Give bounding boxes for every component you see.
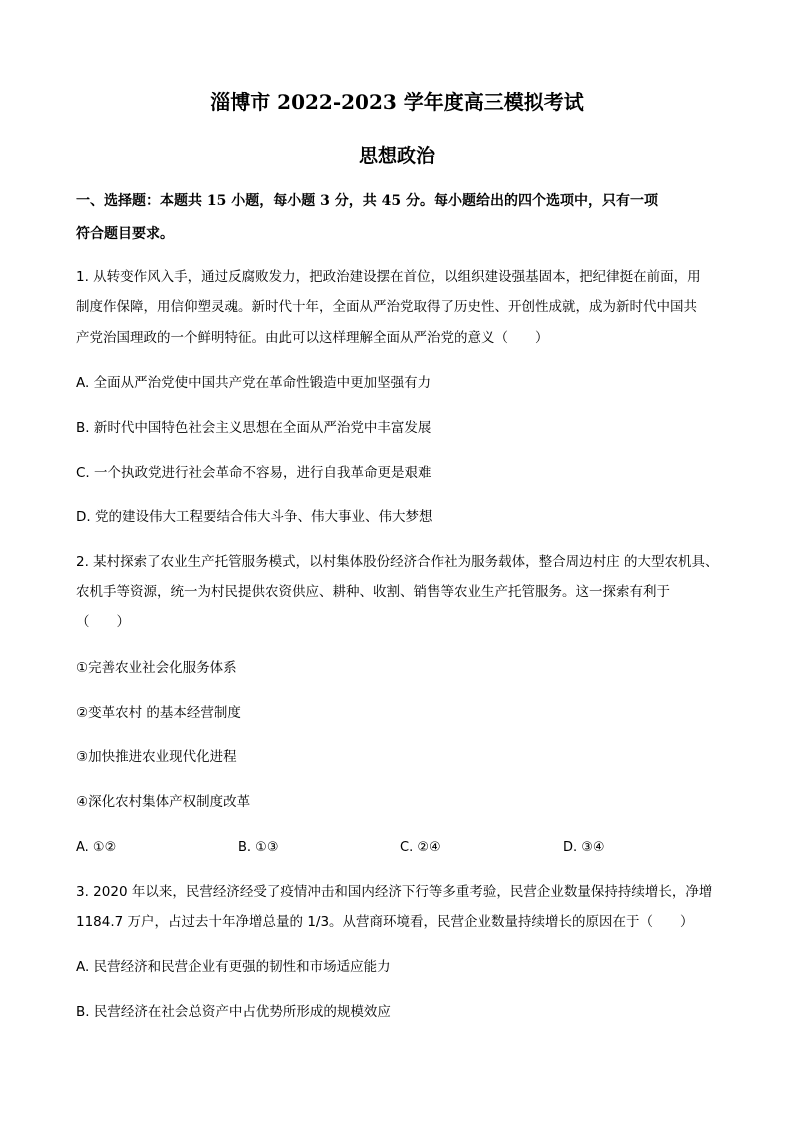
q2-option-c: C. ②④ (400, 840, 441, 855)
exam-title: 淄博市 2022-2023 学年度高三模拟考试 (210, 90, 584, 114)
section-instruction-line-2: 符合题目要求。 (76, 226, 174, 242)
q2-item-3: ③加快推进农业现代化进程 (76, 749, 237, 765)
q3-option-a: A. 民营经济和民营企业有更强的韧性和市场适应能力 (76, 959, 391, 975)
subject-title: 思想政治 (358, 145, 435, 167)
q1-stem-line-3: 产党治国理政的一个鲜明特征。由此可以这样理解全面从严治党的意义（ ） (76, 330, 549, 346)
q1-option-a: A. 全面从严治党使中国共产党在革命性锻造中更加坚强有力 (76, 375, 432, 391)
q2-stem-line-3: （ ） (76, 614, 130, 630)
q3-option-b: B. 民营经济在社会总资产中占优势所形成的规模效应 (76, 1004, 391, 1020)
section-instruction-line-1: 一、选择题：本题共 15 小题，每小题 3 分，共 45 分。每小题给出的四个选项中，只有一项 (76, 193, 658, 209)
q1-option-d: D. 党的建设伟大工程要结合伟大斗争、伟大事业、伟大梦想 (76, 509, 433, 525)
q1-option-c: C. 一个执政党进行社会革命不容易，进行自我革命更是艰难 (76, 465, 432, 481)
q2-option-d: D. ③④ (563, 840, 605, 855)
q2-option-b: B. ①③ (238, 840, 279, 855)
q2-stem-line-2: 农机手等资源，统一为村民提供农资供应、耕种、收割、销售等农业生产托管服务。这一探索有利于 (76, 584, 670, 600)
q2-stem-line-1: 2. 某村探索了农业生产托管服务模式，以村集体股份经济合作社为服务载体，整合周边村庄 的大型农机具、 (76, 554, 719, 570)
q1-option-b: B. 新时代中国特色社会主义思想在全面从严治党中丰富发展 (76, 420, 432, 436)
q2-option-a: A. ①② (76, 840, 117, 855)
q2-item-2: ②变革农村 的基本经营制度 (76, 705, 241, 721)
q2-item-4: ④深化农村集体产权制度改革 (76, 794, 251, 810)
q2-item-1: ①完善农业社会化服务体系 (76, 660, 237, 676)
q3-stem-line-1: 3. 2020 年以来，民营经济经受了疫情冲击和国内经济下行等多重考验，民营企业数量保持持续增长，净增 (76, 884, 713, 900)
q1-stem-line-1: 1. 从转变作风入手，通过反腐败发力，把政治建设摆在首位，以组织建设强基固本，把纪律挺在前面，用 (76, 269, 701, 285)
q3-stem-line-2: 1184.7 万户，占过去十年净增总量的 1/3。从营商环境看，民营企业数量持续增长的原因在于（ ） (76, 914, 694, 930)
q1-stem-line-2: 制度作保障，用信仰塑灵魂。新时代十年，全面从严治党取得了历史性、开创性成就，成为新时代中国共 (76, 299, 697, 315)
